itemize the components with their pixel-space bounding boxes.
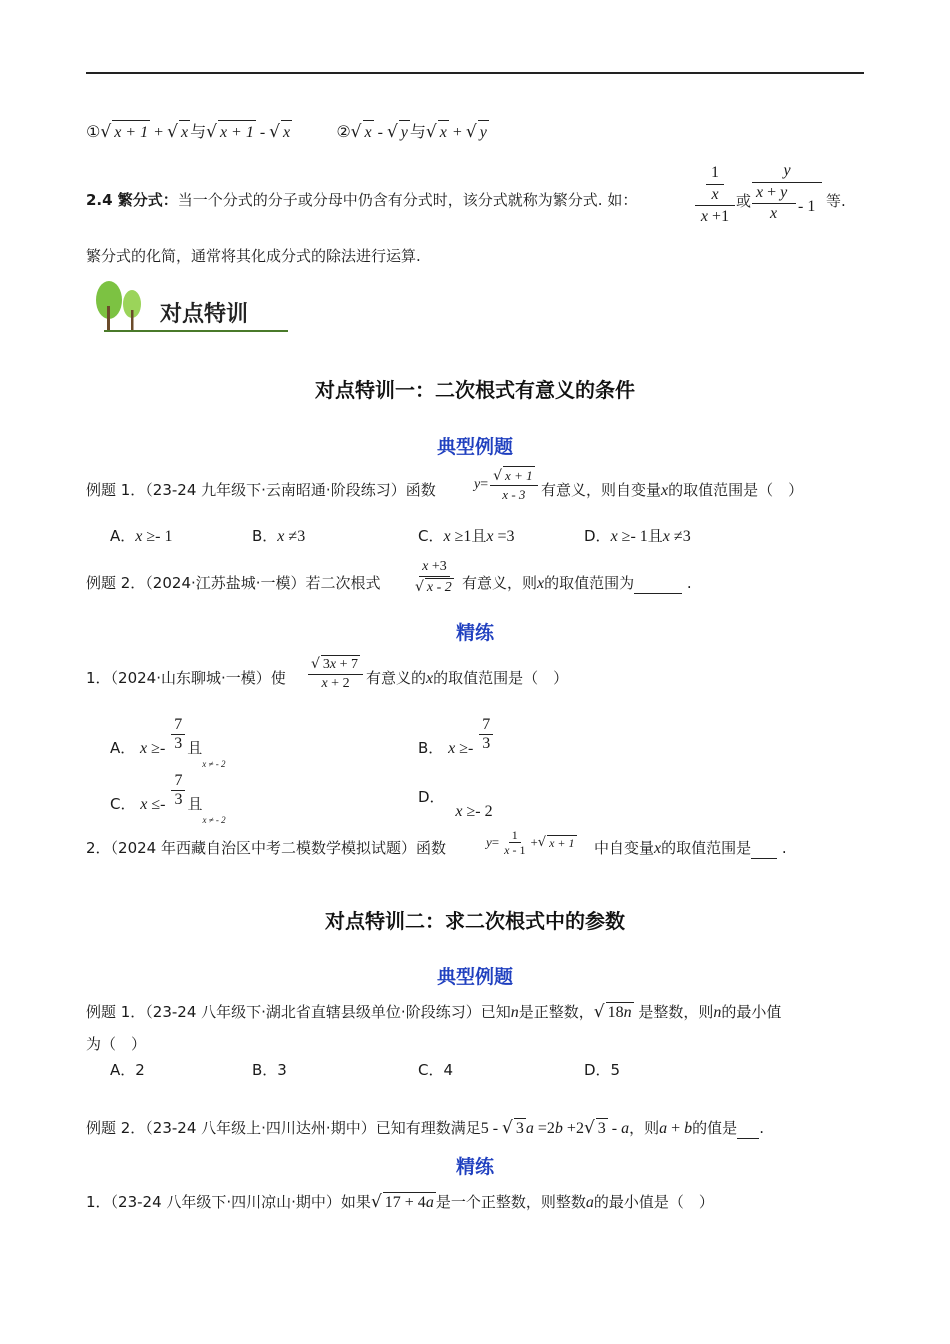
- intro-compare-line: ①√ x + 1 + √ x 与√ x + 1 - √ x ②√ x - √ y 与√ x + √ y: [86, 120, 489, 145]
- s1e1-option-b[interactable]: B．x ≠3: [252, 527, 306, 545]
- s2e1-option-a[interactable]: A．2: [110, 1061, 145, 1079]
- tree-icon: [92, 280, 152, 336]
- s1-example1: 例题 1．（23-24 九年级下·云南昭通·阶段练习）函数: [86, 481, 436, 499]
- s1e1-option-d[interactable]: D．x ≥- 1且x ≠3: [584, 527, 691, 545]
- s1-practice2-rest: 中自变量x的取值范围是 .: [594, 839, 787, 857]
- huo-text: 或: [736, 192, 752, 210]
- s1p2-answer-blank[interactable]: [751, 838, 777, 859]
- s2-practice1: 1．（23-24 八年级下·四川凉山·期中）如果√ 17 + 4a 是一个正整数，则整数a的最小值是（ ）: [86, 1192, 714, 1212]
- complex-fraction-text: 当一个分式的分子或分母中仍含有分式时，该分式就称为繁分式. 如：: [177, 191, 638, 209]
- deng-text: 等.: [826, 192, 846, 210]
- circled-2: ②: [336, 122, 351, 141]
- banner-label: 对点特训: [160, 302, 249, 327]
- s1e1-option-c[interactable]: C．x ≥1且x =3: [418, 527, 515, 545]
- yu-1: 与: [190, 122, 207, 141]
- s2e2-answer-blank[interactable]: [737, 1118, 759, 1139]
- complex-fraction-definition: [86, 190, 637, 210]
- yu-2: 与: [409, 122, 426, 141]
- section1-typical-title: 典型例题: [436, 436, 513, 458]
- s1-practice2-formula: y= $\frac{1}{x - 1}$ +√ x + 1: [486, 828, 575, 857]
- section1-practice-title: 精练: [455, 622, 494, 644]
- s1-example2-rest: 有意义，则x的取值范围为 .: [462, 574, 692, 592]
- s1-example2-formula: $\frac{x +3}{√ x - 2}$: [415, 559, 452, 595]
- section2-title: 对点特训二：求二次根式中的参数: [325, 909, 625, 933]
- s1e2-answer-blank[interactable]: [634, 573, 682, 594]
- s1-practice1-rest: 有意义的x的取值范围是（ ）: [366, 669, 569, 687]
- section2-practice-title: 精练: [455, 1156, 494, 1178]
- header-rule: [86, 72, 864, 74]
- s1-example1-formula: y= $\frac{√ x + 1}{x - 3}$: [474, 466, 540, 504]
- complex-fraction-example-2: y x + y x - 1: [752, 160, 826, 224]
- s1p1-option-a[interactable]: A． x ≥- $\frac{7}{3}$ 且$_{x \ne - 2}$: [110, 716, 226, 769]
- s2e1-option-c[interactable]: C．4: [418, 1061, 454, 1079]
- s1-practice2: 2．（2024 年西藏自治区中考二模数学模拟试题）函数: [86, 839, 446, 857]
- s1e1-option-a[interactable]: A．x ≥- 1: [110, 527, 173, 545]
- complex-fraction-note: 繁分式的化简，通常将其化成分式的除法进行运算.: [86, 247, 421, 265]
- s1p1-option-d[interactable]: D． x ≥- 2: [418, 788, 493, 820]
- s1-practice1: 1．（2024·山东聊城·一模）使: [86, 669, 286, 687]
- s2e1-option-d[interactable]: D．5: [584, 1061, 621, 1079]
- s2-example2: 例题 2．（23-24 八年级上·四川达州·期中）已知有理数满足5 - √ 3 a =2b +2√ 3 - a，则a + b的值是 .: [86, 1118, 764, 1138]
- s1-example2: 例题 2．（2024·江苏盐城·一模）若二次根式: [86, 574, 381, 592]
- complex-fraction-label: 2.4 繁分式：: [86, 191, 178, 209]
- complex-fraction-example-1: 1 x x +1: [694, 162, 736, 228]
- s1-example1-rest: 有意义，则自变量x的取值范围是（ ）: [541, 481, 804, 499]
- s2-example1: 例题 1．（23-24 八年级下·湖北省直辖县级单位·阶段练习）已知n是正整数，√ 18n 是整数，则n的最小值: [86, 1002, 782, 1022]
- s1-practice1-formula: $\frac{√ 3x + 7}{x + 2}$: [306, 654, 365, 693]
- s1p1-option-b[interactable]: B． x ≥- $\frac{7}{3}$: [418, 716, 495, 753]
- section1-title: 对点特训一：二次根式有意义的条件: [315, 378, 635, 402]
- circled-1: ①: [86, 122, 101, 141]
- section2-typical-title: 典型例题: [436, 966, 513, 988]
- s1p1-option-c[interactable]: C． x ≤- $\frac{7}{3}$ 且$_{x \ne - 2}$: [110, 772, 226, 825]
- s2e1-option-b[interactable]: B．3: [252, 1061, 287, 1079]
- s2-example1-line2: 为（ ）: [86, 1035, 147, 1053]
- banner-duidian: [92, 280, 292, 336]
